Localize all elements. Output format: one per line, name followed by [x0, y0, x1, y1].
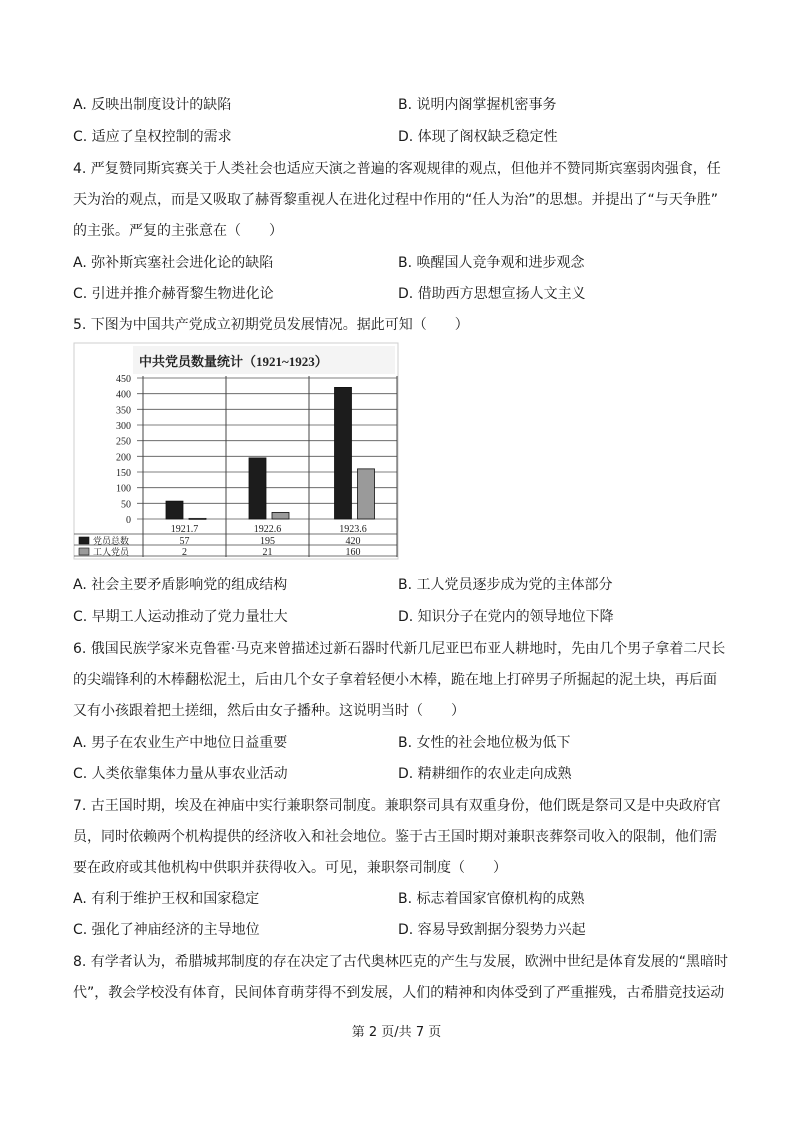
q8-stem-line-2: 代”，教会学校没有体育，民间体育萌芽得不到发展，人们的精神和肉体受到了严重摧残，古希腊竞技运动: [73, 985, 725, 1001]
q8-stem-line-1: 8. 有学者认为，希腊城邦制度的存在决定了古代奥林匹克的产生与发展，欧洲中世纪是体育发展的“黑暗时: [73, 954, 729, 970]
legend-swatch: [79, 537, 89, 544]
y-tick-label: 250: [116, 436, 131, 448]
y-tick-label: 300: [116, 421, 131, 432]
q3-option-b: B. 说明内阁掌握机密事务: [398, 97, 557, 113]
legend-label: 党员总数: [93, 537, 130, 547]
q6-stem-line-3: 又有小孩跟着把土搓细，然后由女子播种。这说明当时（ ）: [73, 703, 465, 719]
y-tick-label: 150: [116, 468, 131, 479]
q3-option-a: A. 反映出制度设计的缺陷: [73, 97, 232, 113]
table-value: 420: [345, 536, 361, 547]
q5-option-c: C. 早期工人运动推动了党力量壮大: [73, 609, 288, 625]
legend-swatch: [79, 548, 89, 555]
q5-option-a: A. 社会主要矛盾影响党的组成结构: [73, 577, 288, 593]
table-value: 195: [260, 536, 275, 547]
q7-option-b: B. 标志着国家官僚机构的成熟: [398, 891, 585, 907]
q6-stem-line-2: 的尖端锋利的木棒翻松泥土，后由几个女子拿着轻便小木棒，跪在地上打碎男子所掘起的泥土块，再后面: [73, 672, 717, 688]
q4-option-a: A. 弥补斯宾塞社会进化论的缺陷: [73, 255, 274, 271]
q6-stem-line-1: 6. 俄国民族学家米克鲁霍·马克来曾描述过新石器时代新几尼亚巴布亚人耕地时，先由几个男子拿着二尺长: [73, 641, 726, 657]
q3-option-d: D. 体现了阁权缺乏稳定性: [398, 129, 558, 145]
chart-svg: [73, 342, 399, 560]
q6-option-b: B. 女性的社会地位极为低下: [398, 735, 571, 751]
q5-option-b: B. 工人党员逐步成为党的主体部分: [398, 577, 613, 593]
bar: [272, 512, 289, 519]
y-tick-label: 50: [121, 499, 131, 511]
table-value: 57: [179, 536, 190, 547]
legend-label: 工人党员: [93, 548, 130, 558]
chart-title: 中共党员数量统计（1921~1923）: [139, 354, 328, 369]
bar: [335, 387, 352, 519]
y-tick-label: 450: [116, 374, 131, 385]
bar: [358, 469, 375, 519]
table-value: 21: [262, 547, 273, 558]
q6-option-c: C. 人类依靠集体力量从事农业活动: [73, 766, 288, 782]
x-tick-label: 1921.7: [170, 524, 199, 535]
q4-option-c: C. 引进并推介赫胥黎生物进化论: [73, 286, 274, 302]
table-value: 2: [182, 547, 187, 558]
q5-stem-line-1: 5. 下图为中国共产党成立初期党员发展情况。据此可知（ ）: [73, 317, 469, 333]
page-number: 第 2 页/共 7 页: [351, 1025, 442, 1040]
table-value: 160: [345, 547, 361, 558]
q4-stem-line-1: 4. 严复赞同斯宾赛关于人类社会也适应天演之普遍的客观规律的观点，但他并不赞同斯宾塞弱肉强食，任: [73, 161, 721, 177]
y-tick-label: 0: [126, 515, 131, 526]
q6-option-a: A. 男子在农业生产中地位日益重要: [73, 735, 288, 751]
q7-stem-line-3: 要在政府或其他机构中供职并获得收入。可见，兼职祭司制度（ ）: [73, 860, 507, 876]
q5-option-d: D. 知识分子在党内的领导地位下降: [398, 609, 614, 625]
q4-stem-line-2: 天为治的观点，而是又吸取了赫胥黎重视人在进化过程中作用的“任人为治”的思想。并提出了“与天争胜”: [73, 192, 719, 208]
y-tick-label: 100: [116, 483, 131, 495]
bar: [189, 518, 206, 519]
q7-stem-line-1: 7. 古王国时期，埃及在神庙中实行兼职祭司制度。兼职祭司具有双重身份，他们既是祭司又是中央政府官: [73, 798, 721, 814]
q7-stem-line-2: 员，同时依赖两个机构提供的经济收入和社会地位。鉴于古王国时期对兼职丧葬祭司收入的限制，他们需: [73, 829, 717, 845]
party-member-chart: [73, 342, 399, 560]
q4-option-b: B. 唤醒国人竞争观和进步观念: [398, 255, 585, 271]
bar: [166, 501, 183, 519]
y-tick-label: 200: [116, 452, 131, 464]
q3-option-c: C. 适应了皇权控制的需求: [73, 129, 232, 145]
q6-option-d: D. 精耕细作的农业走向成熟: [398, 766, 572, 782]
q7-option-a: A. 有利于维护王权和国家稳定: [73, 891, 260, 907]
y-tick-label: 400: [116, 389, 131, 401]
q4-stem-line-3: 的主张。严复的主张意在（ ）: [73, 223, 283, 239]
bar: [249, 458, 266, 519]
q7-option-c: C. 强化了神庙经济的主导地位: [73, 922, 260, 938]
y-tick-label: 350: [116, 405, 131, 417]
x-tick-label: 1923.6: [339, 524, 367, 535]
q4-option-d: D. 借助西方思想宣扬人文主义: [398, 286, 586, 302]
q7-option-d: D. 容易导致割据分裂势力兴起: [398, 922, 586, 938]
x-tick-label: 1922.6: [253, 524, 282, 535]
